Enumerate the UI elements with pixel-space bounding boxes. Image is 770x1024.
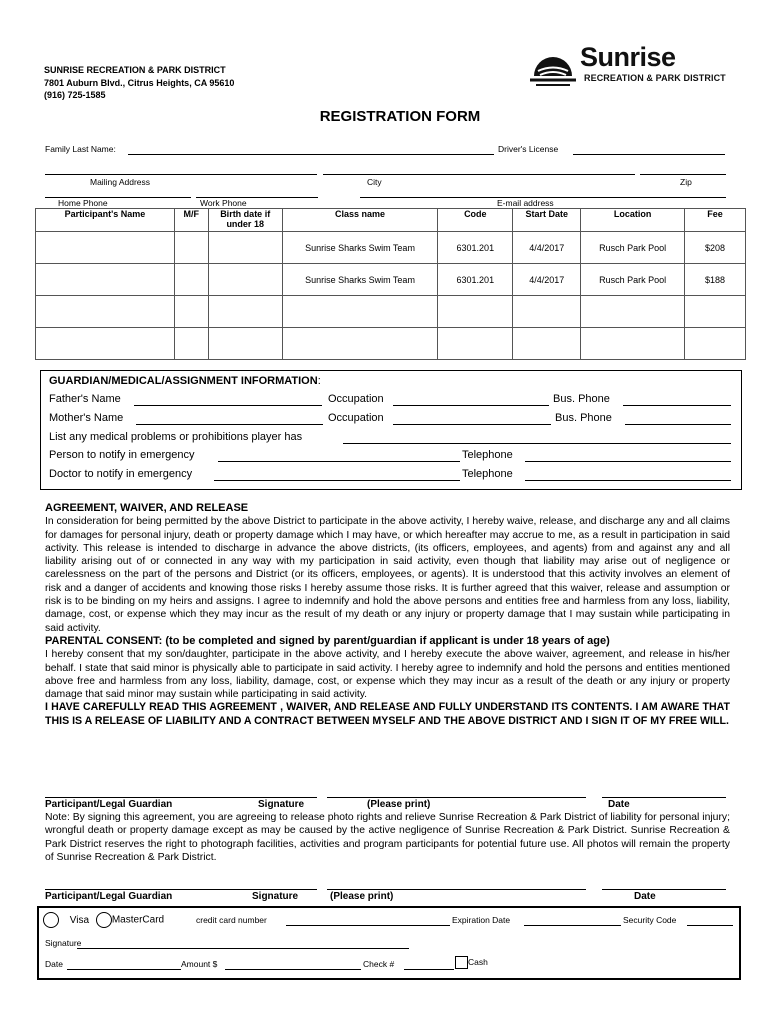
table-row <box>36 264 746 296</box>
emergency-telephone-label: Telephone <box>462 449 513 461</box>
date-label-1: Date <box>608 799 630 810</box>
sunrise-logo <box>528 44 728 90</box>
start-date-cell[interactable]: 4/4/2017 <box>513 232 581 264</box>
class-name-cell[interactable] <box>282 328 438 360</box>
parental-consent-text: I hereby consent that my son/daughter, participate in the above activity, and I hereby execute the above waiver, agreement, and release in his/her behalf. I state that said minor is physically able to participate in said activity. I hereby agree to indemnify and hold the persons and entities mentioned above free and harmless from any loss, liability, damage, cost, or expense which they may incur as a result of the death or any injury or property damage that said minor may sustain while participating in said activity. <box>45 649 730 701</box>
payment-date-label: Date <box>45 959 63 969</box>
table-row <box>36 328 746 360</box>
col-location: Location <box>581 209 685 232</box>
doctor-field[interactable] <box>214 480 460 481</box>
cash-label: Cash <box>468 956 488 967</box>
mother-name-field[interactable] <box>136 424 323 425</box>
participant-name-cell[interactable] <box>36 232 175 264</box>
expiration-date-label: Expiration Date <box>452 915 511 925</box>
mailing-address-label: Mailing Address <box>90 177 151 187</box>
start-date-cell[interactable]: 4/4/2017 <box>513 264 581 296</box>
payment-box <box>37 906 741 980</box>
start-date-cell[interactable] <box>513 296 581 328</box>
org-header <box>44 64 234 102</box>
city-label: City <box>367 177 382 187</box>
location-cell[interactable]: Rusch Park Pool <box>581 264 685 296</box>
print-label-1: (Please print) <box>367 799 431 810</box>
birth-date-cell[interactable] <box>208 328 282 360</box>
col-class-name: Class name <box>282 209 438 232</box>
doctor-label: Doctor to notify in emergency <box>49 468 193 480</box>
participant-name-cell[interactable] <box>36 296 175 328</box>
print-name-line-1[interactable] <box>327 797 586 798</box>
father-bus-phone-label: Bus. Phone <box>553 393 610 405</box>
doctor-telephone-field[interactable] <box>525 480 731 481</box>
drivers-license-field[interactable] <box>573 154 725 155</box>
mf-cell[interactable] <box>174 296 208 328</box>
participant-label-1: Participant/Legal Guardian <box>45 799 173 810</box>
father-name-label: Father's Name <box>49 393 121 405</box>
mastercard-radio[interactable] <box>96 912 112 928</box>
mother-bus-phone-label: Bus. Phone <box>555 412 612 424</box>
home-phone-label: Home Phone <box>58 198 108 208</box>
participant-name-cell[interactable] <box>36 264 175 296</box>
father-name-field[interactable] <box>134 405 322 406</box>
print-label-2: (Please print) <box>330 891 394 902</box>
col-mf: M/F <box>174 209 208 232</box>
father-occupation-field[interactable] <box>393 405 549 406</box>
logo-word: Sunrise <box>580 42 676 72</box>
father-bus-phone-field[interactable] <box>623 405 731 406</box>
emergency-telephone-field[interactable] <box>525 461 731 462</box>
parental-consent-heading: PARENTAL CONSENT: (to be completed and signed by parent/guardian if applicant is under 18 years of age) <box>45 634 610 647</box>
table-row <box>36 296 746 328</box>
signature-label-1: Signature <box>258 799 305 810</box>
sun-logo-icon <box>528 44 578 88</box>
drivers-license-label: Driver's License <box>498 144 559 154</box>
family-last-name-field[interactable] <box>128 154 494 155</box>
table-row <box>36 232 746 264</box>
email-label: E-mail address <box>497 198 554 208</box>
mf-cell[interactable] <box>174 232 208 264</box>
start-date-cell[interactable] <box>513 328 581 360</box>
signature-line-1[interactable] <box>45 797 317 798</box>
mother-occupation-label: Occupation <box>328 412 384 424</box>
city-field[interactable] <box>323 174 635 175</box>
org-name: SUNRISE RECREATION & PARK DISTRICT <box>44 65 226 75</box>
class-name-cell[interactable] <box>282 296 438 328</box>
zip-field[interactable] <box>640 174 726 175</box>
acknowledgement-statement: I HAVE CAREFULLY READ THIS AGREEMENT , WAIVER, AND RELEASE AND FULLY UNDERSTAND ITS CONTENTS. I AM AWARE THAT THIS IS A RELEASE OF LIABILITY AND A CONTRACT BETWEEN MYSELF AND THE ABOVE DISTRICT AND I SIGN IT OF MY FREE WILL. <box>45 701 730 727</box>
org-address: 7801 Auburn Blvd., Citrus Heights, CA 95610 <box>44 77 235 88</box>
org-phone: (916) 725-1585 <box>44 90 106 100</box>
date-label-2: Date <box>634 891 656 902</box>
col-birth-date: Birth date if under 18 <box>208 209 282 232</box>
date-line-1[interactable] <box>602 797 726 798</box>
credit-card-number-label: credit card number <box>196 915 267 925</box>
guardian-heading: GUARDIAN/MEDICAL/ASSIGNMENT INFORMATION: <box>49 375 321 387</box>
security-code-field[interactable] <box>687 925 733 926</box>
class-name-cell[interactable]: Sunrise Sharks Swim Team <box>282 264 438 296</box>
amount-field[interactable] <box>225 969 361 970</box>
doctor-telephone-label: Telephone <box>462 468 513 480</box>
birth-date-cell[interactable] <box>208 264 282 296</box>
father-occupation-label: Occupation <box>328 393 384 405</box>
class-name-cell[interactable]: Sunrise Sharks Swim Team <box>282 232 438 264</box>
payment-date-field[interactable] <box>67 969 181 970</box>
fee-cell[interactable] <box>685 328 746 360</box>
medical-label: List any medical problems or prohibitions player has <box>49 431 303 443</box>
signature-label-2: Signature <box>252 891 299 902</box>
cash-checkbox[interactable] <box>455 956 468 969</box>
amount-label: Amount $ <box>181 959 218 969</box>
birth-date-cell[interactable] <box>208 232 282 264</box>
agreement-section <box>45 502 730 728</box>
signature-line-2[interactable] <box>45 889 317 890</box>
page-title: REGISTRATION FORM <box>319 108 481 125</box>
cash-row <box>455 956 488 969</box>
emergency-contact-label: Person to notify in emergency <box>49 449 195 461</box>
credit-card-number-field[interactable] <box>286 925 450 926</box>
emergency-contact-field[interactable] <box>218 461 460 462</box>
location-cell[interactable] <box>581 296 685 328</box>
card-type-row <box>43 912 164 928</box>
payment-signature-field[interactable] <box>77 948 409 949</box>
family-last-name-label: Family Last Name: <box>45 144 116 154</box>
table-header-row <box>36 209 746 232</box>
fee-cell[interactable]: $208 <box>685 232 746 264</box>
mastercard-label: MasterCard <box>111 914 165 926</box>
participant-name-cell[interactable] <box>36 328 175 360</box>
location-cell[interactable] <box>581 328 685 360</box>
participant-label-2: Participant/Legal Guardian <box>45 891 173 902</box>
photo-release-note: Note: By signing this agreement, you are agreeing to release photo rights and relieve Sunrise Recreation & Park District of liability for personal injury; wrongful death or property damage except as may be caused by the active negligence of Sunrise Recreation & Park District. Sunrise Recreation & Park District reserves the right to photograph facilities, activities and program participants for potential future use. All photos will remain the property of Sunrise Recreation & Park District. <box>45 812 730 863</box>
col-start-date: Start Date <box>513 209 581 232</box>
guardian-info-box <box>40 370 742 490</box>
agreement-text: In consideration for being permitted by the above District to participate in the above activity, I hereby waive, release, and discharge any and all claims for damages for personal injury, death or property damage which I may have, or which hereafter may accrue to me, as a result in participation in said activity. This release is intended to discharge in advance the above districts, (its officers, employees, and agents) from and against any and all liability arising out of or connected in any way with my participation in said activity, even though that liability may arise out of negligence or carelessness on the part of the persons and District (or its officers, employees, or agents). It is understood that this activity involves an element of risk and a danger of accidents and knowing those risks I hereby assume those risks. It is further agreed that this waiver, release and assumption or risk is to be binding on my heirs and assigns. I agree to indemnify and hold the above persons and entities free and harmless from any loss, liability, damage, cost, or expense which they may incur as the result of my death or any injury or property damage that I may sustain while participating in said activity. <box>45 516 730 634</box>
visa-label: Visa <box>69 914 90 926</box>
fee-cell[interactable] <box>685 296 746 328</box>
col-participant-name: Participant's Name <box>36 209 175 232</box>
col-fee: Fee <box>685 209 746 232</box>
birth-date-cell[interactable] <box>208 296 282 328</box>
date-line-2[interactable] <box>602 889 726 890</box>
security-code-label: Security Code <box>623 915 677 925</box>
col-code: Code <box>438 209 513 232</box>
code-cell[interactable] <box>438 328 513 360</box>
registration-table <box>35 208 746 360</box>
code-cell[interactable]: 6301.201 <box>438 232 513 264</box>
mf-cell[interactable] <box>174 264 208 296</box>
mother-name-label: Mother's Name <box>49 412 124 424</box>
check-number-field[interactable] <box>404 969 454 970</box>
code-cell[interactable]: 6301.201 <box>438 264 513 296</box>
location-cell[interactable]: Rusch Park Pool <box>581 232 685 264</box>
medical-field[interactable] <box>343 443 731 444</box>
mother-bus-phone-field[interactable] <box>625 424 731 425</box>
mother-occupation-field[interactable] <box>393 424 551 425</box>
fee-cell[interactable]: $188 <box>685 264 746 296</box>
mf-cell[interactable] <box>174 328 208 360</box>
code-cell[interactable] <box>438 296 513 328</box>
payment-signature-label: Signature <box>45 938 82 948</box>
agreement-heading: AGREEMENT, WAIVER, AND RELEASE <box>45 502 249 514</box>
expiration-date-field[interactable] <box>524 925 621 926</box>
visa-radio[interactable] <box>43 912 59 928</box>
print-name-line-2[interactable] <box>327 889 586 890</box>
zip-label: Zip <box>680 177 692 187</box>
mailing-address-field[interactable] <box>45 174 317 175</box>
work-phone-label: Work Phone <box>200 198 247 208</box>
logo-subtitle: RECREATION & PARK DISTRICT <box>584 73 726 83</box>
check-number-label: Check # <box>363 959 395 969</box>
